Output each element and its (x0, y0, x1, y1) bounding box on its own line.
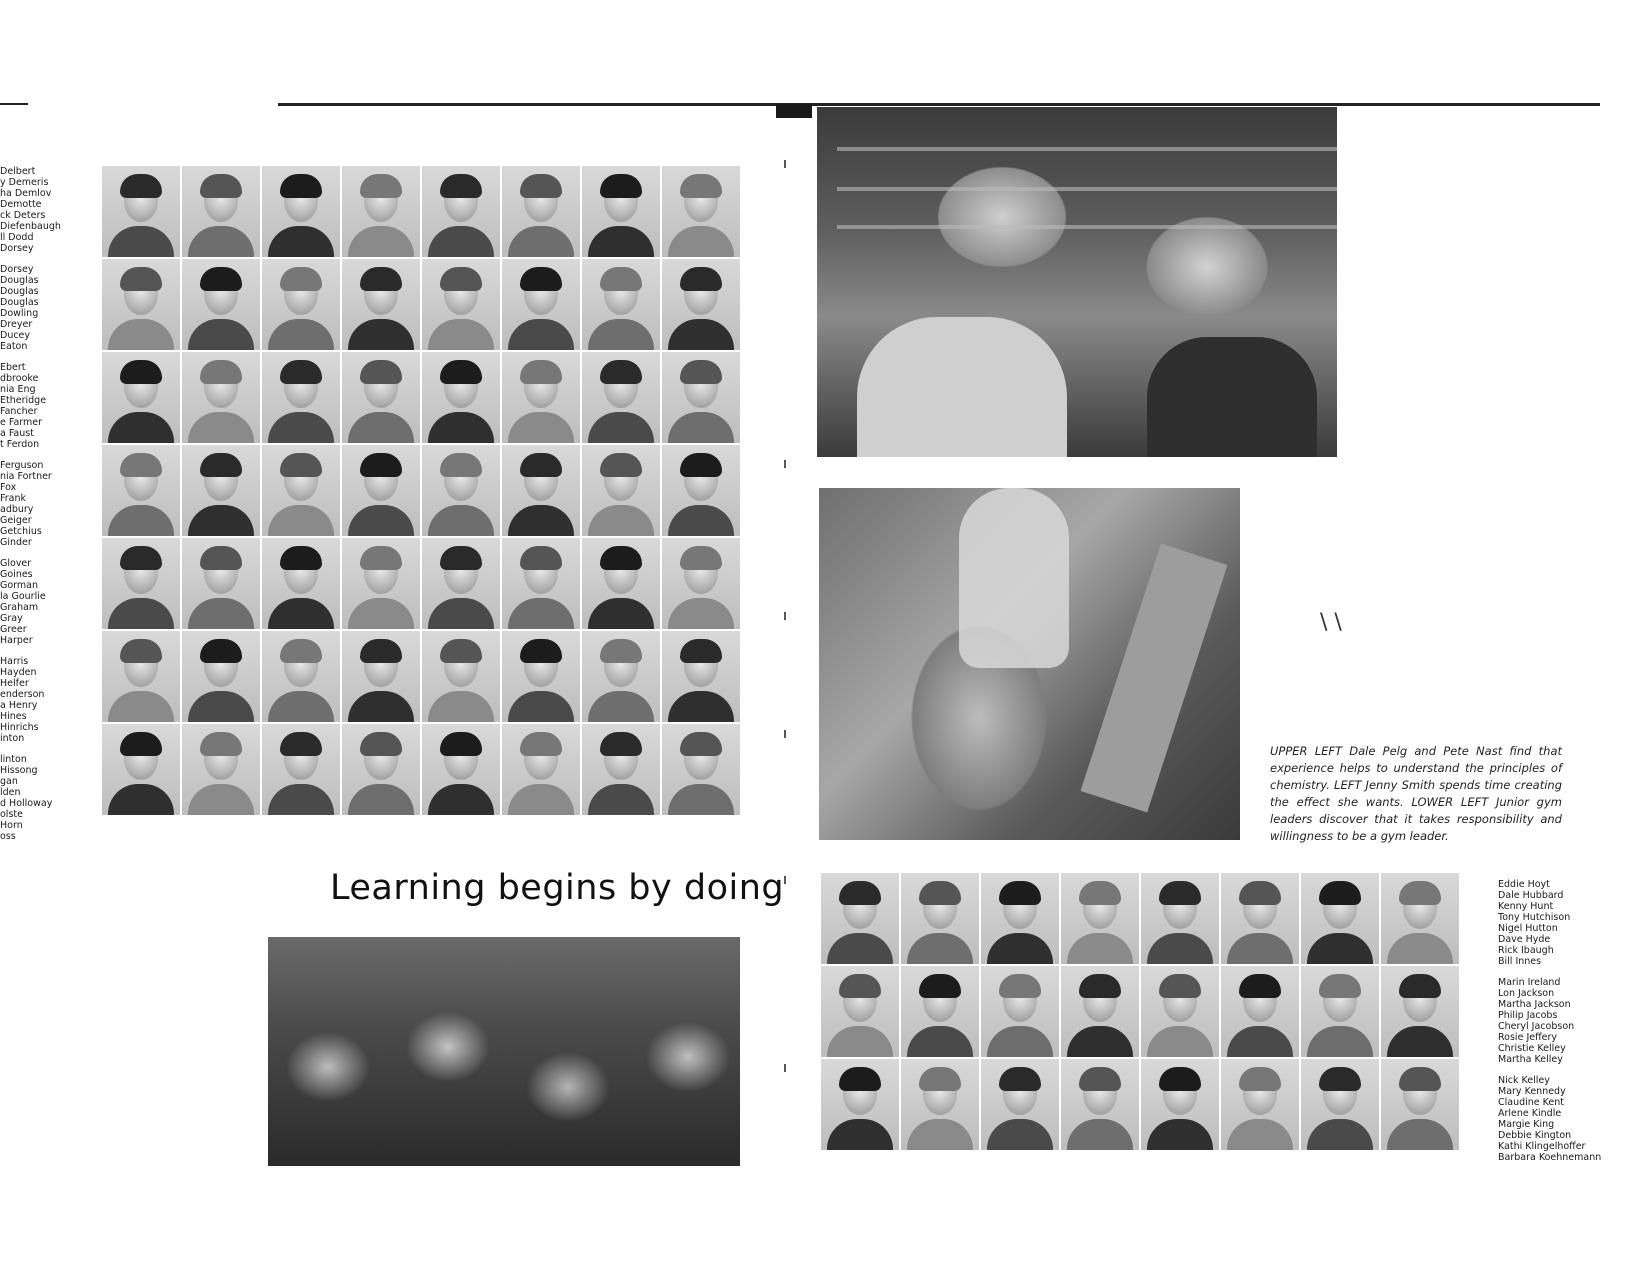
student-name: Lon Jackson (1498, 988, 1555, 999)
student-name: Mary Kennedy (1498, 1086, 1566, 1097)
student-portrait (262, 166, 340, 257)
student-name: Eddie Hoyt (1498, 879, 1550, 890)
student-portrait (102, 724, 180, 815)
name-group (0, 264, 68, 352)
student-name: t Ferdon (0, 439, 40, 450)
student-name: d Holloway (0, 798, 53, 809)
student-name: Gorman (0, 580, 39, 591)
student-name: Cheryl Jacobson (1498, 1021, 1575, 1032)
student-name: Getchius (0, 526, 42, 537)
student-portrait (502, 631, 580, 722)
student-name: Fancher (0, 406, 38, 417)
student-name: ha Demlov (0, 188, 52, 199)
student-portrait (342, 166, 420, 257)
student-portrait (262, 445, 340, 536)
student-portrait (821, 1059, 899, 1150)
student-portrait (102, 259, 180, 350)
gutter-tick (784, 730, 786, 738)
student-portrait (502, 352, 580, 443)
student-name: Hayden (0, 667, 37, 678)
student-name: Geiger (0, 515, 32, 526)
student-portrait (1221, 873, 1299, 964)
name-group (0, 558, 68, 646)
student-portrait (1141, 966, 1219, 1057)
student-portrait (582, 538, 660, 629)
student-name: Horn (0, 820, 23, 831)
student-portrait (342, 724, 420, 815)
student-portrait (102, 166, 180, 257)
student-name: Barbara Koehnemann (1498, 1152, 1602, 1163)
student-portrait (901, 1059, 979, 1150)
student-name: Dowling (0, 308, 39, 319)
student-portrait (1301, 966, 1379, 1057)
student-portrait (262, 352, 340, 443)
student-portrait (422, 631, 500, 722)
student-name: Helfer (0, 678, 29, 689)
gutter-tick (784, 1064, 786, 1072)
student-portrait (981, 873, 1059, 964)
student-name: Greer (0, 624, 27, 635)
student-name: Douglas (0, 286, 39, 297)
student-name: Bill Innes (1498, 956, 1542, 967)
student-portrait (662, 166, 740, 257)
student-portrait (1141, 1059, 1219, 1150)
student-name: olste (0, 809, 23, 820)
student-name: Martha Jackson (1498, 999, 1571, 1010)
student-portrait (1061, 873, 1139, 964)
student-portrait (901, 966, 979, 1057)
student-name: enderson (0, 689, 45, 700)
student-portrait (102, 445, 180, 536)
student-portrait (182, 538, 260, 629)
student-name: Etheridge (0, 395, 47, 406)
name-group (0, 656, 68, 744)
student-name: Ebert (0, 362, 26, 373)
student-name: Frank (0, 493, 27, 504)
student-name: a Faust (0, 428, 34, 439)
student-name: Rick Ibaugh (1498, 945, 1554, 956)
student-portrait (1061, 1059, 1139, 1150)
student-name: nia Eng (0, 384, 36, 395)
student-portrait (422, 166, 500, 257)
student-name: Fox (0, 482, 17, 493)
student-portrait (1301, 1059, 1379, 1150)
student-portrait (182, 259, 260, 350)
student-portrait (182, 445, 260, 536)
name-group (0, 460, 68, 548)
student-portrait (422, 352, 500, 443)
top-rule (278, 103, 1600, 106)
student-portrait (901, 873, 979, 964)
student-name: Ferguson (0, 460, 44, 471)
student-name: Ginder (0, 537, 32, 548)
student-name: Dreyer (0, 319, 33, 330)
name-group (1498, 879, 1601, 967)
student-name: e Farmer (0, 417, 43, 428)
student-name: Harper (0, 635, 33, 646)
student-portrait (342, 259, 420, 350)
page-headline: Learning begins by doing (330, 868, 785, 908)
student-portrait (342, 352, 420, 443)
student-portrait (582, 724, 660, 815)
student-portrait (182, 724, 260, 815)
student-name: dbrooke (0, 373, 39, 384)
student-portrait (422, 445, 500, 536)
student-portrait (502, 166, 580, 257)
student-name: Diefenbaugh (0, 221, 61, 232)
student-name: Harris (0, 656, 29, 667)
student-name: Dorsey (0, 243, 34, 254)
student-name: Nigel Hutton (1498, 923, 1558, 934)
name-group (1498, 977, 1601, 1065)
student-name: Tony Hutchison (1498, 912, 1571, 923)
student-name: linton (0, 754, 27, 765)
student-portrait (102, 631, 180, 722)
student-portrait (262, 259, 340, 350)
stray-mark: \ \ (1320, 610, 1342, 635)
student-name: Kathi Klingelhoffer (1498, 1141, 1586, 1152)
student-portrait (662, 724, 740, 815)
student-name: Goines (0, 569, 33, 580)
student-name: Dave Hyde (1498, 934, 1551, 945)
student-name: Kenny Hunt (1498, 901, 1554, 912)
student-name: Dorsey (0, 264, 34, 275)
student-name: Arlene Kindle (1498, 1108, 1562, 1119)
student-portrait (502, 538, 580, 629)
gutter-tick (784, 460, 786, 468)
student-name: oss (0, 831, 16, 842)
student-portrait (342, 445, 420, 536)
student-name: nia Fortner (0, 471, 52, 482)
student-portrait (662, 445, 740, 536)
student-portrait (182, 631, 260, 722)
student-portrait (582, 166, 660, 257)
student-portrait (1301, 873, 1379, 964)
student-name: Douglas (0, 297, 39, 308)
student-portrait (821, 966, 899, 1057)
student-name: Graham (0, 602, 39, 613)
student-name: gan (0, 776, 18, 787)
student-portrait (262, 631, 340, 722)
student-name: Hinrichs (0, 722, 39, 733)
student-name: Hissong (0, 765, 38, 776)
student-name: a Henry (0, 700, 38, 711)
student-portrait (182, 352, 260, 443)
gutter-tick (784, 876, 786, 884)
student-portrait (1381, 873, 1459, 964)
gym-leaders-photo (268, 937, 740, 1166)
student-portrait (582, 631, 660, 722)
left-portrait-grid (102, 166, 740, 815)
name-group (0, 166, 68, 254)
student-portrait (981, 1059, 1059, 1150)
student-portrait (821, 873, 899, 964)
student-name: Margie King (1498, 1119, 1555, 1130)
name-group (0, 362, 68, 450)
student-name: Marin Ireland (1498, 977, 1561, 988)
student-portrait (662, 538, 740, 629)
student-name: Christie Kelley (1498, 1043, 1566, 1054)
student-portrait (102, 538, 180, 629)
student-portrait (502, 445, 580, 536)
student-name: Ducey (0, 330, 31, 341)
student-name: Nick Kelley (1498, 1075, 1550, 1086)
student-name: Douglas (0, 275, 39, 286)
top-rule-left (0, 103, 28, 105)
student-name: Eaton (0, 341, 28, 352)
student-portrait (342, 538, 420, 629)
student-portrait (1061, 966, 1139, 1057)
student-portrait (422, 538, 500, 629)
gutter-tick (784, 160, 786, 168)
student-portrait (262, 724, 340, 815)
right-portrait-grid (821, 873, 1459, 1150)
student-name: ck Deters (0, 210, 46, 221)
student-name: Gray (0, 613, 23, 624)
student-name: adbury (0, 504, 34, 515)
student-name: y Demeris (0, 177, 49, 188)
student-name: Rosie Jeffery (1498, 1032, 1558, 1043)
chemistry-lab-photo (817, 107, 1337, 457)
student-name: Dale Hubbard (1498, 890, 1564, 901)
name-group (1498, 1075, 1601, 1163)
student-portrait (582, 259, 660, 350)
student-portrait (662, 352, 740, 443)
gutter-tick (784, 612, 786, 620)
student-portrait (582, 352, 660, 443)
photo-caption: UPPER LEFT Dale Pelg and Pete Nast find that experience helps to understand the principles of chemistry. LEFT Jenny Smith spends time creating the effect she wants. LOWER LEFT Junior gym leaders discover that it takes responsibility and willingness to be a gym leader. (1270, 744, 1562, 843)
student-portrait (1221, 1059, 1299, 1150)
student-portrait (981, 966, 1059, 1057)
student-portrait (102, 352, 180, 443)
student-name: Hines (0, 711, 27, 722)
student-portrait (262, 538, 340, 629)
student-name: Debbie Kington (1498, 1130, 1572, 1141)
student-name: Demotte (0, 199, 42, 210)
student-portrait (1221, 966, 1299, 1057)
student-name: Glover (0, 558, 32, 569)
student-portrait (422, 724, 500, 815)
student-portrait (582, 445, 660, 536)
student-name: ll Dodd (0, 232, 34, 243)
student-portrait (502, 259, 580, 350)
student-portrait (422, 259, 500, 350)
student-name: lden (0, 787, 21, 798)
student-portrait (502, 724, 580, 815)
art-easel-photo (819, 488, 1240, 840)
student-name: la Gourlie (0, 591, 46, 602)
student-portrait (342, 631, 420, 722)
spine-shadow (776, 104, 812, 118)
student-name: inton (0, 733, 25, 744)
student-portrait (1381, 966, 1459, 1057)
left-name-list (0, 166, 68, 852)
student-name: Martha Kelley (1498, 1054, 1563, 1065)
name-group (0, 754, 68, 842)
student-portrait (1141, 873, 1219, 964)
right-name-list (1498, 879, 1601, 1173)
student-portrait (662, 631, 740, 722)
student-name: Claudine Kent (1498, 1097, 1565, 1108)
student-name: Philip Jacobs (1498, 1010, 1558, 1021)
student-name: Delbert (0, 166, 36, 177)
student-portrait (662, 259, 740, 350)
student-portrait (182, 166, 260, 257)
student-portrait (1381, 1059, 1459, 1150)
